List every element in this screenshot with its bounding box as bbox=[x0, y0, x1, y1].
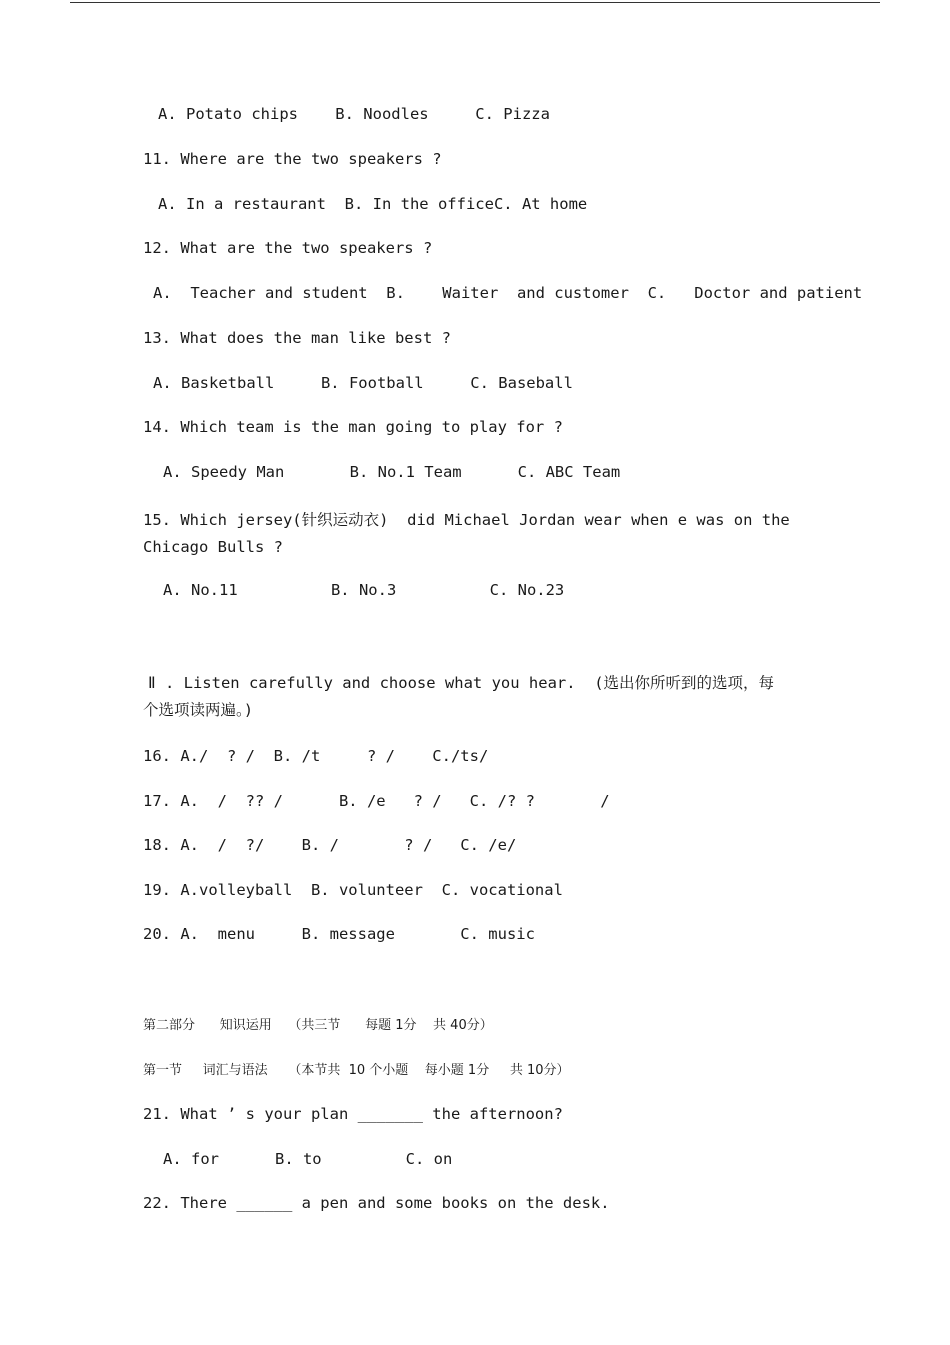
q10-options: A. Potato chips B. Noodles C. Pizza bbox=[158, 105, 550, 123]
q17-options: 17. A. / ?? / B. /e ? / C. /? ? / bbox=[143, 792, 610, 810]
q18-options: 18. A. / ?/ B. / ? / C. /e/ bbox=[143, 836, 517, 854]
part2-section1-heading: 第一节 词汇与语法 （本节共 10 个小题 每小题 1分 共 10分） bbox=[143, 1063, 570, 1078]
q15-question-line1: 15. Which jersey(针织运动衣) did Michael Jordan wear when e was on the bbox=[143, 511, 790, 529]
q16-options: 16. A./ ? / B. /t ? / C./ts/ bbox=[143, 747, 489, 765]
section2-instruction-line1: Ⅱ . Listen carefully and choose what you hear. (选出你所听到的选项，每 bbox=[148, 674, 775, 692]
q14-question: 14. Which team is the man going to play for ? bbox=[143, 418, 563, 436]
q13-options: A. Basketball B. Football C. Baseball bbox=[153, 374, 573, 392]
q12-question: 12. What are the two speakers ? bbox=[143, 239, 433, 257]
q21-question: 21. What ’ s your plan _______ the afternoon? bbox=[143, 1105, 563, 1123]
q11-options: A. In a restaurant B. In the officeC. At home bbox=[158, 195, 588, 213]
part2-heading: 第二部分 知识运用 （共三节 每题 1分 共 40分） bbox=[143, 1018, 493, 1033]
q14-options: A. Speedy Man B. No.1 Team C. ABC Team bbox=[163, 463, 621, 481]
q12-options: A. Teacher and student B. Waiter and customer C. Doctor and patient bbox=[153, 284, 863, 302]
q15-question-line2: Chicago Bulls ? bbox=[143, 538, 283, 556]
header-rule bbox=[70, 2, 880, 3]
q22-question: 22. There ______ a pen and some books on the desk. bbox=[143, 1194, 610, 1212]
q11-question: 11. Where are the two speakers ? bbox=[143, 150, 442, 168]
q20-options: 20. A. menu B. message C. music bbox=[143, 925, 535, 943]
q13-question: 13. What does the man like best ? bbox=[143, 329, 451, 347]
q15-options: A. No.11 B. No.3 C. No.23 bbox=[163, 581, 565, 599]
section2-instruction-line2: 个选项读两遍。) bbox=[143, 701, 254, 719]
q21-options: A. for B. to C. on bbox=[163, 1150, 453, 1168]
q19-options: 19. A.volleyball B. volunteer C. vocational bbox=[143, 881, 563, 899]
